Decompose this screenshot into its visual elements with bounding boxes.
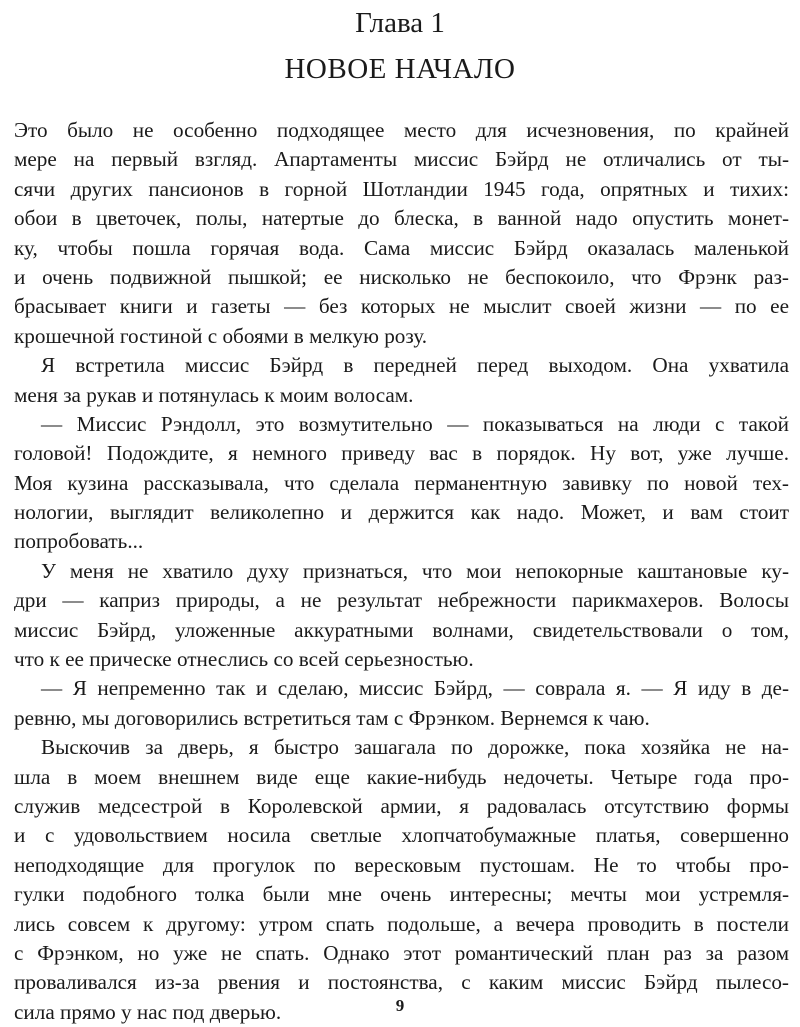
text-line: ку, чтобы пошла горячая вода. Сама миссис Бэйрд оказалась маленькой bbox=[14, 235, 789, 260]
text-line: У меня не хватило духу признаться, что мои непокорные каштановые ку- bbox=[41, 558, 789, 583]
text-line: обои в цветочек, полы, натертые до блеска, в ванной надо опустить монет- bbox=[14, 206, 789, 231]
text-line: сячи других пансионов в горной Шотландии 1945 года, опрятных и тихих: bbox=[14, 176, 789, 201]
text-line: крошечной гостиной с обоями в мелкую розу. bbox=[14, 323, 428, 348]
text-line: гулки подобного толка были мне очень интересны; мечты мои устремля- bbox=[14, 882, 789, 907]
text-line: неподходящие для прогулок по вересковым пустошам. Не то чтобы про- bbox=[14, 852, 789, 877]
text-line: — Я непременно так и сделаю, миссис Бэйрд, — соврала я. — Я иду в де- bbox=[41, 676, 789, 701]
text-line: нологии, выглядит великолепно и держится как надо. Может, и вам стоит bbox=[14, 500, 789, 525]
text-line: шла в моем внешнем виде еще какие-нибудь недочеты. Четыре года про- bbox=[14, 764, 789, 789]
text-line: Я встретила миссис Бэйрд в передней перед выходом. Она ухватила bbox=[41, 353, 789, 378]
text-line: миссис Бэйрд, уложенные аккуратными волнами, свидетельствовали о том, bbox=[14, 617, 789, 642]
text-line: служив медсестрой в Королевской армии, я радовалась отсутствию формы bbox=[14, 793, 789, 818]
text-line: Это было не особенно подходящее место для исчезновения, по крайней bbox=[14, 118, 789, 142]
text-line: брасывает книги и газеты — без которых не мыслит своей жизни — по ее bbox=[14, 294, 789, 319]
text-line: попробовать... bbox=[14, 529, 144, 554]
text-line: Моя кузина рассказывала, что сделала перманентную завивку по новой тех- bbox=[14, 470, 789, 495]
text-line: что к ее прическе отнеслись со всей серьезностью. bbox=[14, 647, 474, 672]
text-line: головой! Подождите, я немного приведу вас в порядок. Ну вот, уже лучше. bbox=[14, 441, 789, 466]
text-line: меня за рукав и потянулась к моим волосам. bbox=[14, 382, 414, 407]
page-number: 9 bbox=[395, 996, 405, 1015]
text-line: с Фрэнком, но уже не спать. Однако этот романтический план раз за разом bbox=[14, 940, 789, 965]
text-line: Выскочив за дверь, я быстро зашагала по дорожке, пока хозяйка не на- bbox=[41, 735, 789, 760]
text-line: и с удовольствием носила светлые хлопчатобумажные платья, совершенно bbox=[14, 823, 789, 848]
text-line: сила прямо у нас под дверью. bbox=[14, 999, 282, 1024]
text-line: проваливался из-за рвения и постоянства, с каким миссис Бэйрд пылесо- bbox=[14, 970, 789, 995]
text-line: и очень подвижной пышкой; ее нисколько не беспокоило, что Фрэнк раз- bbox=[14, 264, 789, 289]
text-line: дри — каприз природы, а не результат небрежности парикмахеров. Волосы bbox=[14, 588, 789, 613]
chapter-label: Глава 1 bbox=[355, 7, 445, 39]
body-text bbox=[14, 116, 789, 1027]
text-line: мере на первый взгляд. Апартаменты миссис Бэйрд не отличались от ты- bbox=[14, 147, 789, 172]
text-line: — Миссис Рэндолл, это возмутительно — показываться на люди с такой bbox=[41, 411, 789, 436]
text-line: лись совсем к другому: утром спать подольше, а вечера проводить в постели bbox=[14, 911, 789, 936]
text-line: ревню, мы договорились встретиться там с Фрэнком. Вернемся к чаю. bbox=[14, 705, 650, 730]
chapter-title: НОВОЕ НАЧАЛО bbox=[284, 53, 516, 85]
